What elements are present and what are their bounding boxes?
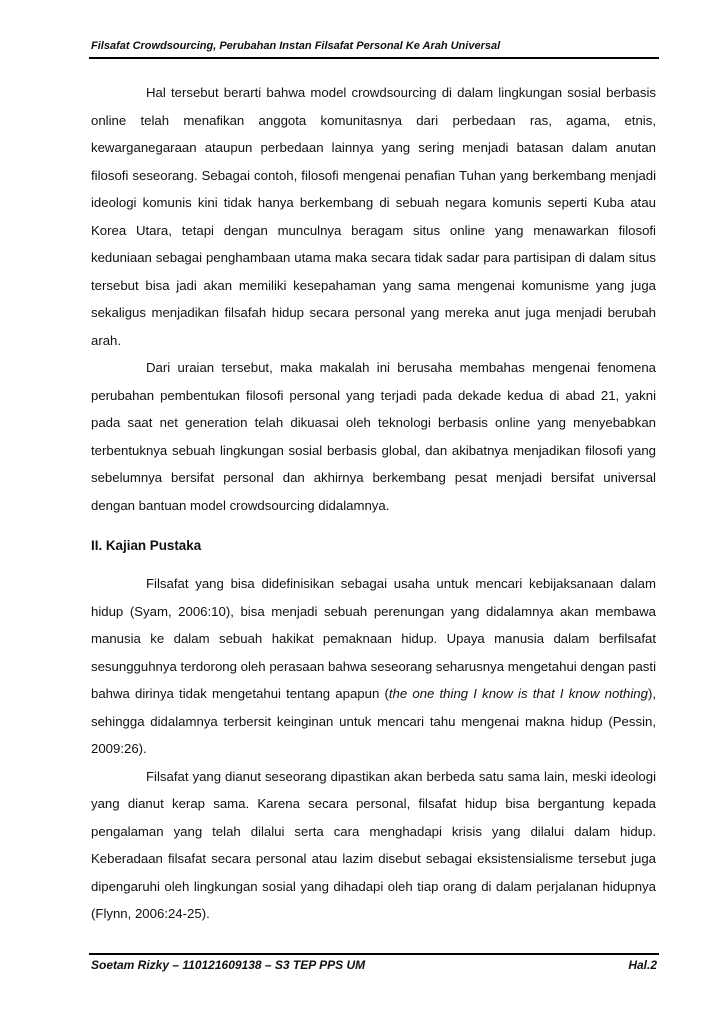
running-header: Filsafat Crowdsourcing, Perubahan Instan Filsafat Personal Ke Arah Universal — [91, 40, 501, 52]
italic-quote: the one thing I know is that I know nothing — [388, 686, 648, 701]
section-heading: II. Kajian Pustaka — [91, 538, 202, 553]
paragraph: Hal tersebut berarti bahwa model crowdsourcing di dalam lingkungan sosial berbasis online telah menafikan anggota komunitasnya dari perbedaan ras, agama, etnis, kewarganegaraan ataupun perbedaan lainnya yang sering menjadi batasan dalam anutan filosofi seseorang. Sebagai contoh, filosofi mengenai penafian Tuhan yang berkembang menjadi ideologi komunis kini tidak hanya berkembang di sebuah negara komunis seperti Kuba atau Korea Utara, tetapi dengan munculnya beragam situs online yang menawarkan filosofi keduniaan sebagai penghambaan utama maka secara tidak sadar para partisipan di dalam situs tersebut bisa jadi akan memiliki kesepahaman yang sama mengenai komunisme yang juga sekaligus menjadikan filsafah hidup secara personal yang mereka anut juga menjadi berubah arah. — [91, 85, 656, 348]
header-divider — [89, 57, 659, 59]
paragraph: Dari uraian tersebut, maka makalah ini berusaha membahas mengenai fenomena perubahan pembentukan filosofi personal yang terjadi pada dekade kedua di abad 21, yakni pada saat net generation telah dikuasai oleh teknologi berbasis online yang menyebabkan terbentuknya sebuah lingkungan sosial berbasis global, dan akibatnya menjadikan filosofi yang sebelumnya bersifat personal dan akhirnya berkembang pesat menjadi bersifat universal dengan bantuan model crowdsourcing didalamnya. — [91, 360, 656, 513]
paragraph-text: ), sehingga didalamnya terbersit keinginan untuk mencari tahu mengenai makna hidup (Pessin, 2009:26). — [91, 686, 656, 756]
footer-divider — [89, 953, 659, 955]
document-body — [91, 79, 656, 928]
footer-author: Soetam Rizky – 110121609138 – S3 TEP PPS UM — [91, 958, 366, 972]
page-number: Hal.2 — [628, 958, 657, 972]
paragraph-text: Filsafat yang bisa didefinisikan sebagai usaha untuk mencari kebijaksanaan dalam hidup (Syam, 2006:10), bisa menjadi sebuah perenungan yang didalamnya akan membawa manusia ke dalam sebuah hakikat pemaknaan hidup. Upaya manusia dalam berfilsafat sesungguhnya terdorong oleh perasaan bahwa seseorang seharusnya mengetahui dengan pasti bahwa dirinya tidak mengetahui tentang apapun ( — [91, 576, 656, 701]
paragraph: Filsafat yang dianut seseorang dipastikan akan berbeda satu sama lain, meski ideologi yang dianut kerap sama. Karena secara personal, filsafat hidup bisa bergantung kepada pengalaman yang telah dilalui serta cara menghadapi krisis yang dilalui dalam hidup. Keberadaan filsafat secara personal atau lazim disebut sebagai eksistensialisme tersebut juga dipengaruhi oleh lingkungan sosial yang dihadapi oleh tiap orang di dalam perjalanan hidupnya (Flynn, 2006:24-25). — [91, 768, 656, 921]
paragraph — [91, 570, 656, 763]
